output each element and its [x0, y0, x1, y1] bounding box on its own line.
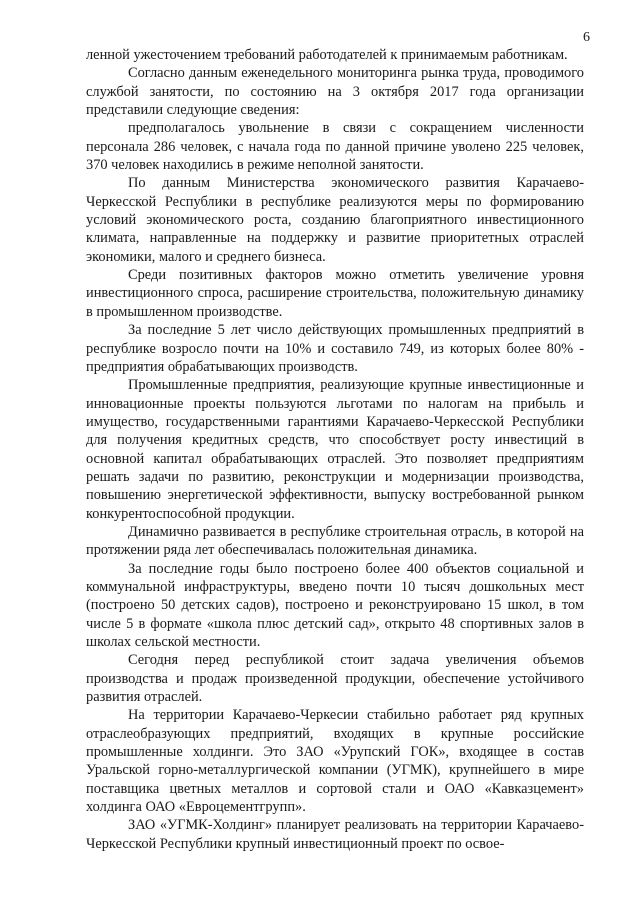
paragraph: Сегодня перед республикой стоит задача увеличения объемов производства и продаж произведенной продукции, обеспечение устойчивого развития отраслей.	[86, 652, 584, 706]
paragraph: По данным Министерства экономического развития Карачаево-Черкесской Республики в республике реализуются меры по формированию условий экономического роста, созданию благоприятного инвестиционного климата, направленные на поддержку и развитие приоритетных отраслей экономики, малого и среднего бизнеса.	[86, 175, 584, 265]
paragraph: За последние годы было построено более 400 объектов социальной и коммунальной инфраструктуры, введено почти 10 тысяч дошкольных мест (построено 50 детских садов), построено и реконструировано 15 школ, в том числе 5 в формате «школа плюс детский сад», открыто 48 спортивных залов в школах сельской местности.	[86, 560, 584, 650]
document-body	[86, 46, 584, 853]
page-number: 6	[583, 30, 590, 45]
paragraph: Динамично развивается в республике строительная отрасль, в которой на протяжении ряда лет обеспечивалась положительная динамика.	[86, 523, 584, 559]
paragraph: Среди позитивных факторов можно отметить увеличение уровня инвестиционного спроса, расширение строительства, положительную динамику в промышленном производстве.	[86, 267, 584, 320]
paragraph: На территории Карачаево-Черкесии стабильно работает ряд крупных отраслеобразующих предприятий, входящих в крупные российские промышленные холдинги. Это ЗАО «Урупский ГОК», входящее в состав Уральской горно-металлургической компании (УГМК), крупнейшего в мире поставщика цветных металлов и сортовой стали и ОАО «Кавказцемент» холдинга ОАО «Евроцементгрупп».	[86, 707, 584, 816]
paragraph: ленной ужесточением требований работодателей к принимаемым работникам.	[86, 47, 568, 63]
paragraph: Промышленные предприятия, реализующие крупные инвестиционные и инновационные проекты пользуются льготами по налогам на прибыль и имущество, государственными гарантиями Карачаево-Черкесской Республики для получения кредитных средств, что способствует росту инвестиций в основной капитал обрабатывающих отраслей. Это позволяет предприятиям решать задачи по развитию, реконструкции и модернизации производства, повышению энергетической эффективности, выпуску востребованной рынком конкурентоспособной продукции.	[86, 377, 584, 522]
paragraph: предполагалось увольнение в связи с сокращением численности персонала 286 человек, с начала года по данной причине уволено 225 человек, 370 человек находились в режиме неполной занятости.	[86, 120, 584, 174]
paragraph: Согласно данным еженедельного мониторинга рынка труда, проводимого службой занятости, по состоянию на 3 октября 2017 года организации представили следующие сведения:	[86, 65, 584, 119]
paragraph: За последние 5 лет число действующих промышленных предприятий в республике возросло почти на 10% и составило 749, из которых более 80% - предприятия обрабатывающих производств.	[86, 322, 584, 375]
paragraph: ЗАО «УГМК-Холдинг» планирует реализовать на территории Карачаево-Черкесской Республики крупный инвестиционный проект по освое-	[86, 817, 584, 852]
